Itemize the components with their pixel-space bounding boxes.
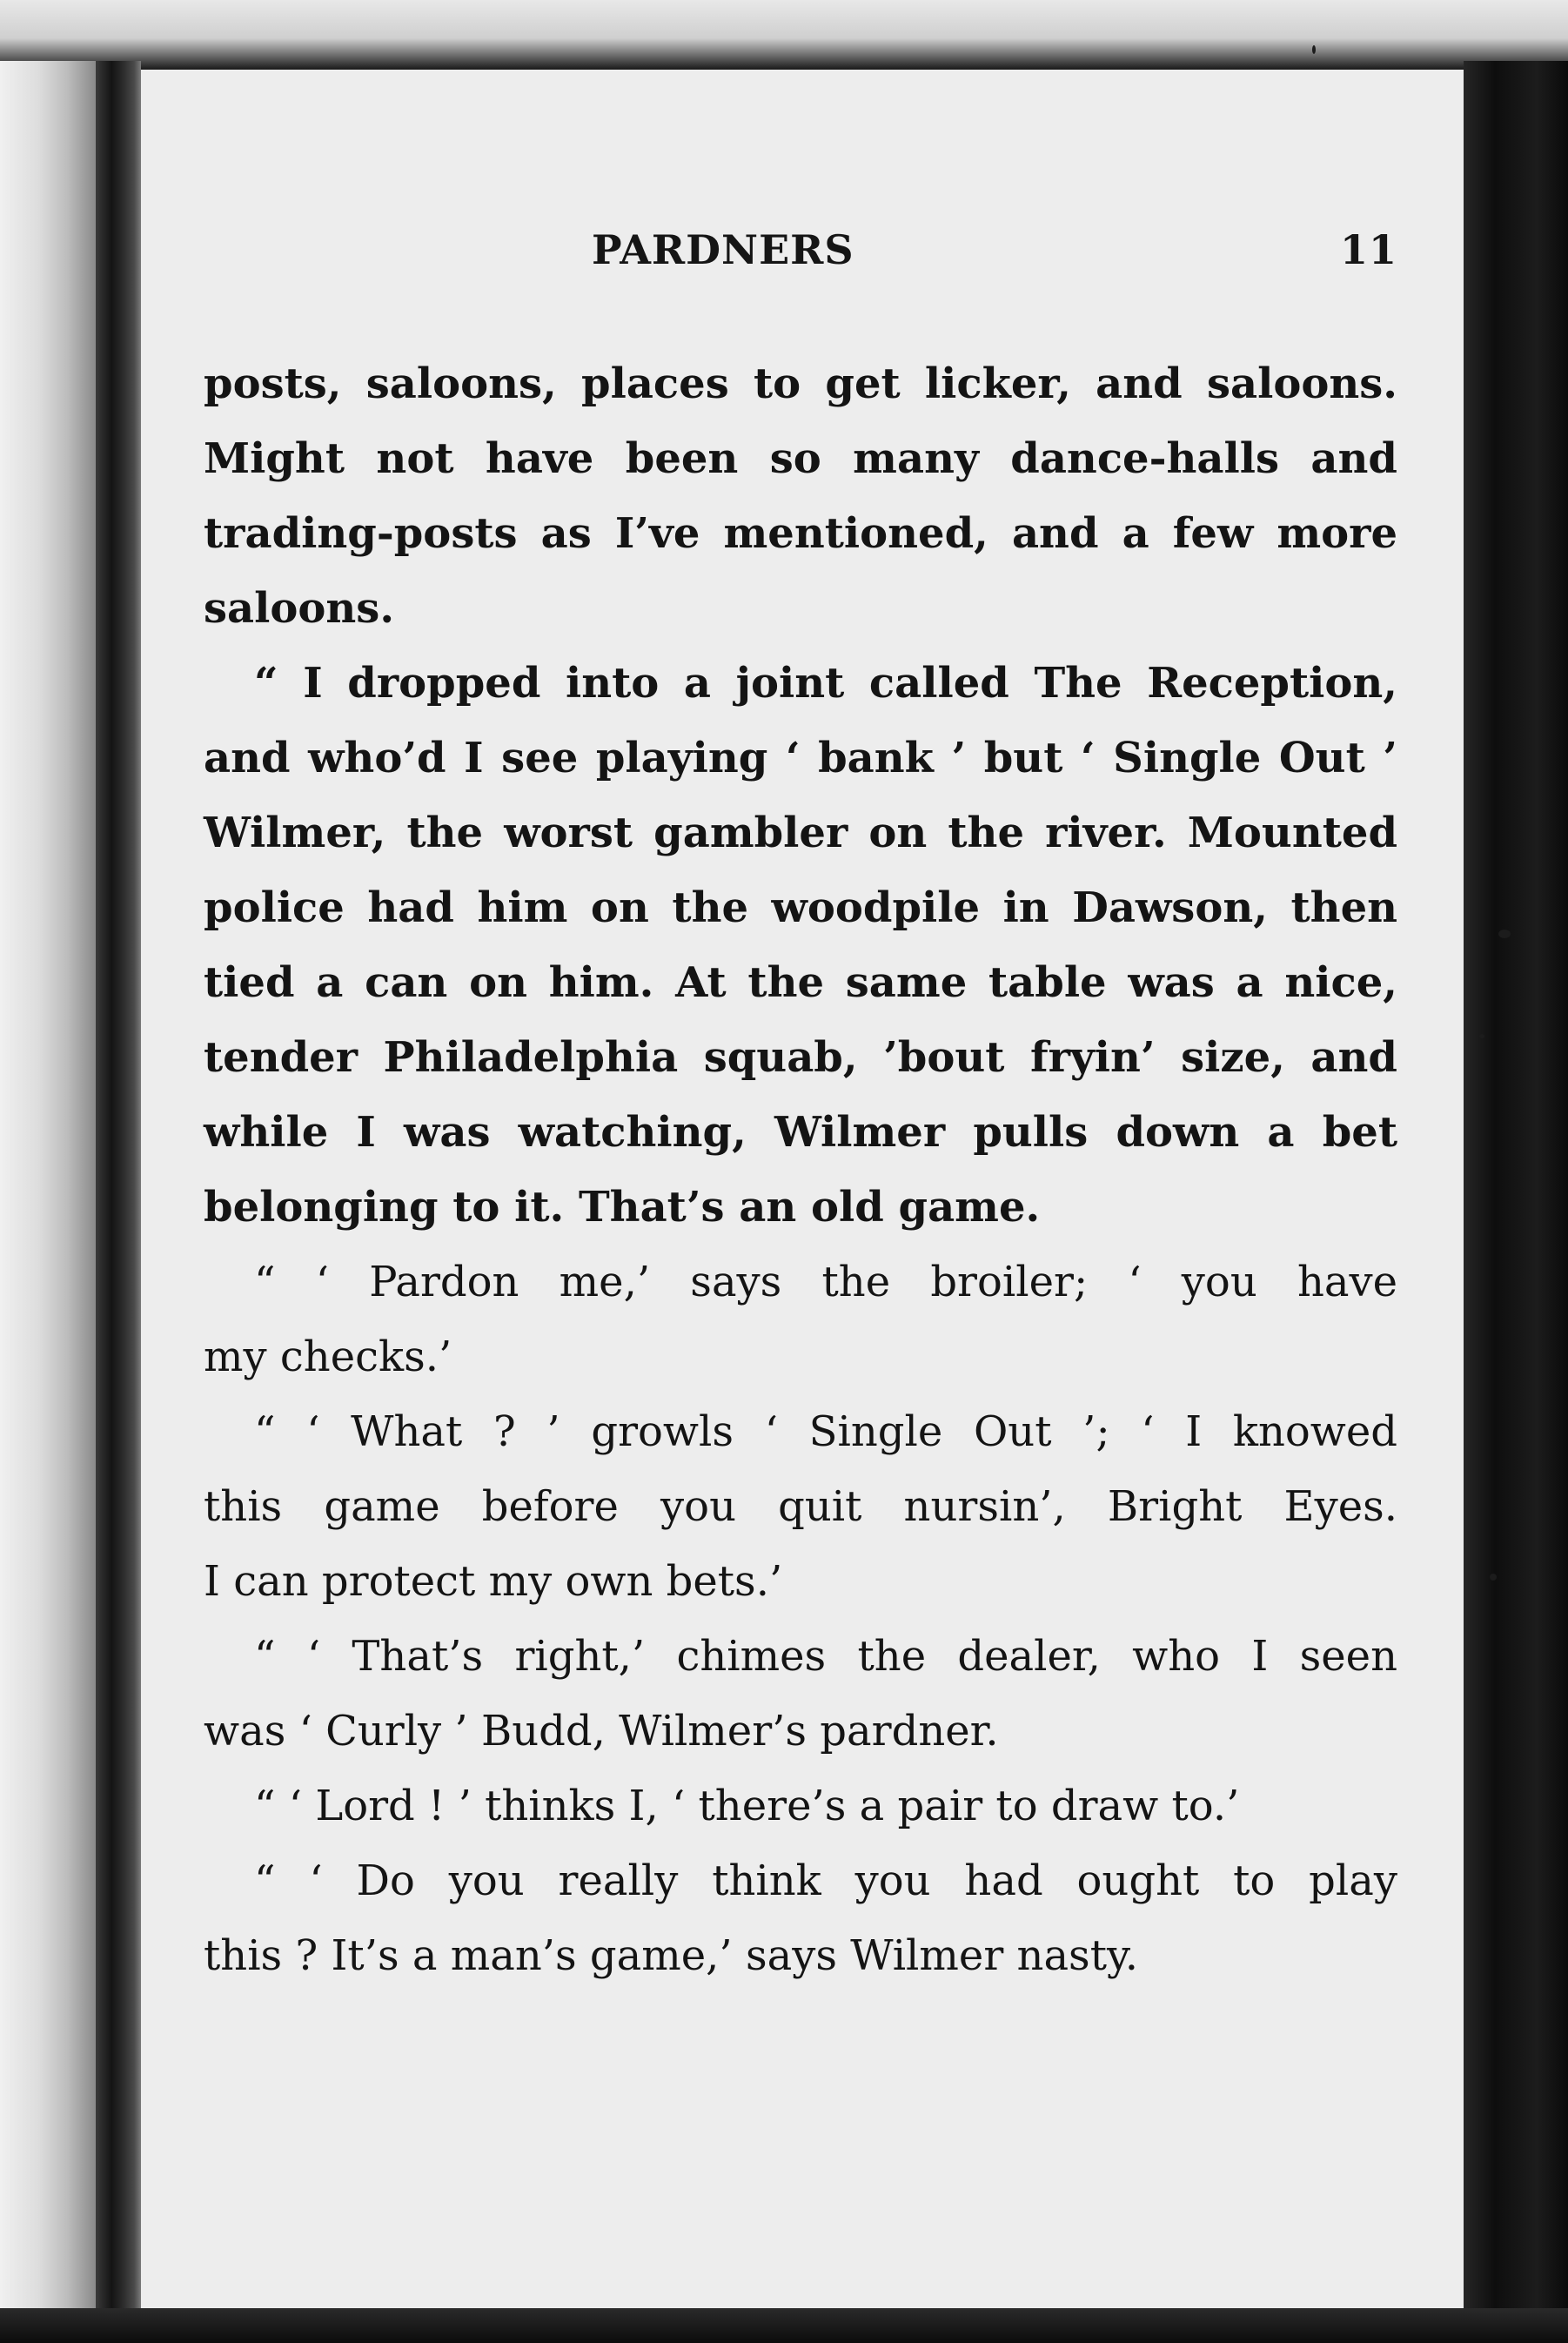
scan-speck	[1312, 45, 1316, 54]
text-line: was ‘ Curly ’ Budd, Wilmer’s pardner.	[204, 1707, 999, 1756]
book-spine-shadow	[96, 61, 141, 2324]
text-line: “ I dropped into a joint called The Reception,	[254, 659, 1397, 708]
scan-speck	[1490, 1574, 1497, 1581]
text-line: tied a can on him. At the same table was a nice,	[204, 958, 1397, 1007]
text-line: while I was watching, Wilmer pulls down a bet	[204, 1108, 1397, 1157]
scan-speck	[1498, 930, 1511, 938]
body-text	[204, 346, 1397, 1993]
text-line: police had him on the woodpile in Dawson, then	[204, 883, 1397, 932]
text-line: and who’d I see playing ‘ bank ’ but ‘ Single Out ’	[204, 734, 1397, 782]
running-title: PARDNERS	[592, 226, 854, 273]
text-line: “ ‘ Lord ! ’ thinks I, ‘ there’s a pair to draw to.’	[254, 1782, 1240, 1830]
text-line: “ ‘ Pardon me,’ says the broiler; ‘ you have	[254, 1258, 1397, 1306]
text-line: I can protect my own bets.’	[204, 1557, 783, 1606]
text-line: this ? It’s a man’s game,’ says Wilmer nasty.	[204, 1931, 1138, 1980]
scan-left-margin	[0, 61, 96, 2343]
running-header	[204, 226, 1397, 296]
book-page	[141, 70, 1464, 2308]
text-line: “ ‘ That’s right,’ chimes the dealer, who I seen	[254, 1632, 1397, 1681]
scan-right-border	[1464, 61, 1568, 2343]
text-line: this game before you quit nursin’, Bright Eyes.	[204, 1482, 1397, 1531]
page-content	[204, 70, 1404, 2308]
text-line: posts, saloons, places to get licker, and saloons.	[204, 359, 1397, 408]
text-line: trading-posts as I’ve mentioned, and a few more	[204, 509, 1397, 558]
page-number: 11	[1339, 226, 1397, 273]
text-line: my checks.’	[204, 1333, 452, 1381]
text-line: belonging to it. That’s an old game.	[204, 1183, 1041, 1232]
scan-speck	[1479, 1034, 1484, 1038]
text-line: Might not have been so many dance-halls and	[204, 434, 1397, 483]
text-line: Wilmer, the worst gambler on the river. Mounted	[204, 809, 1397, 857]
text-line: “ ‘ What ? ’ growls ‘ Single Out ’; ‘ I knowed	[254, 1407, 1397, 1456]
text-line: tender Philadelphia squab, ’bout fryin’ size, and	[204, 1033, 1397, 1082]
scan-bottom-border	[0, 2308, 1568, 2343]
scan-top-border	[0, 0, 1568, 70]
text-line: “ ‘ Do you really think you had ought to play	[254, 1856, 1397, 1905]
text-line: saloons.	[204, 584, 395, 633]
